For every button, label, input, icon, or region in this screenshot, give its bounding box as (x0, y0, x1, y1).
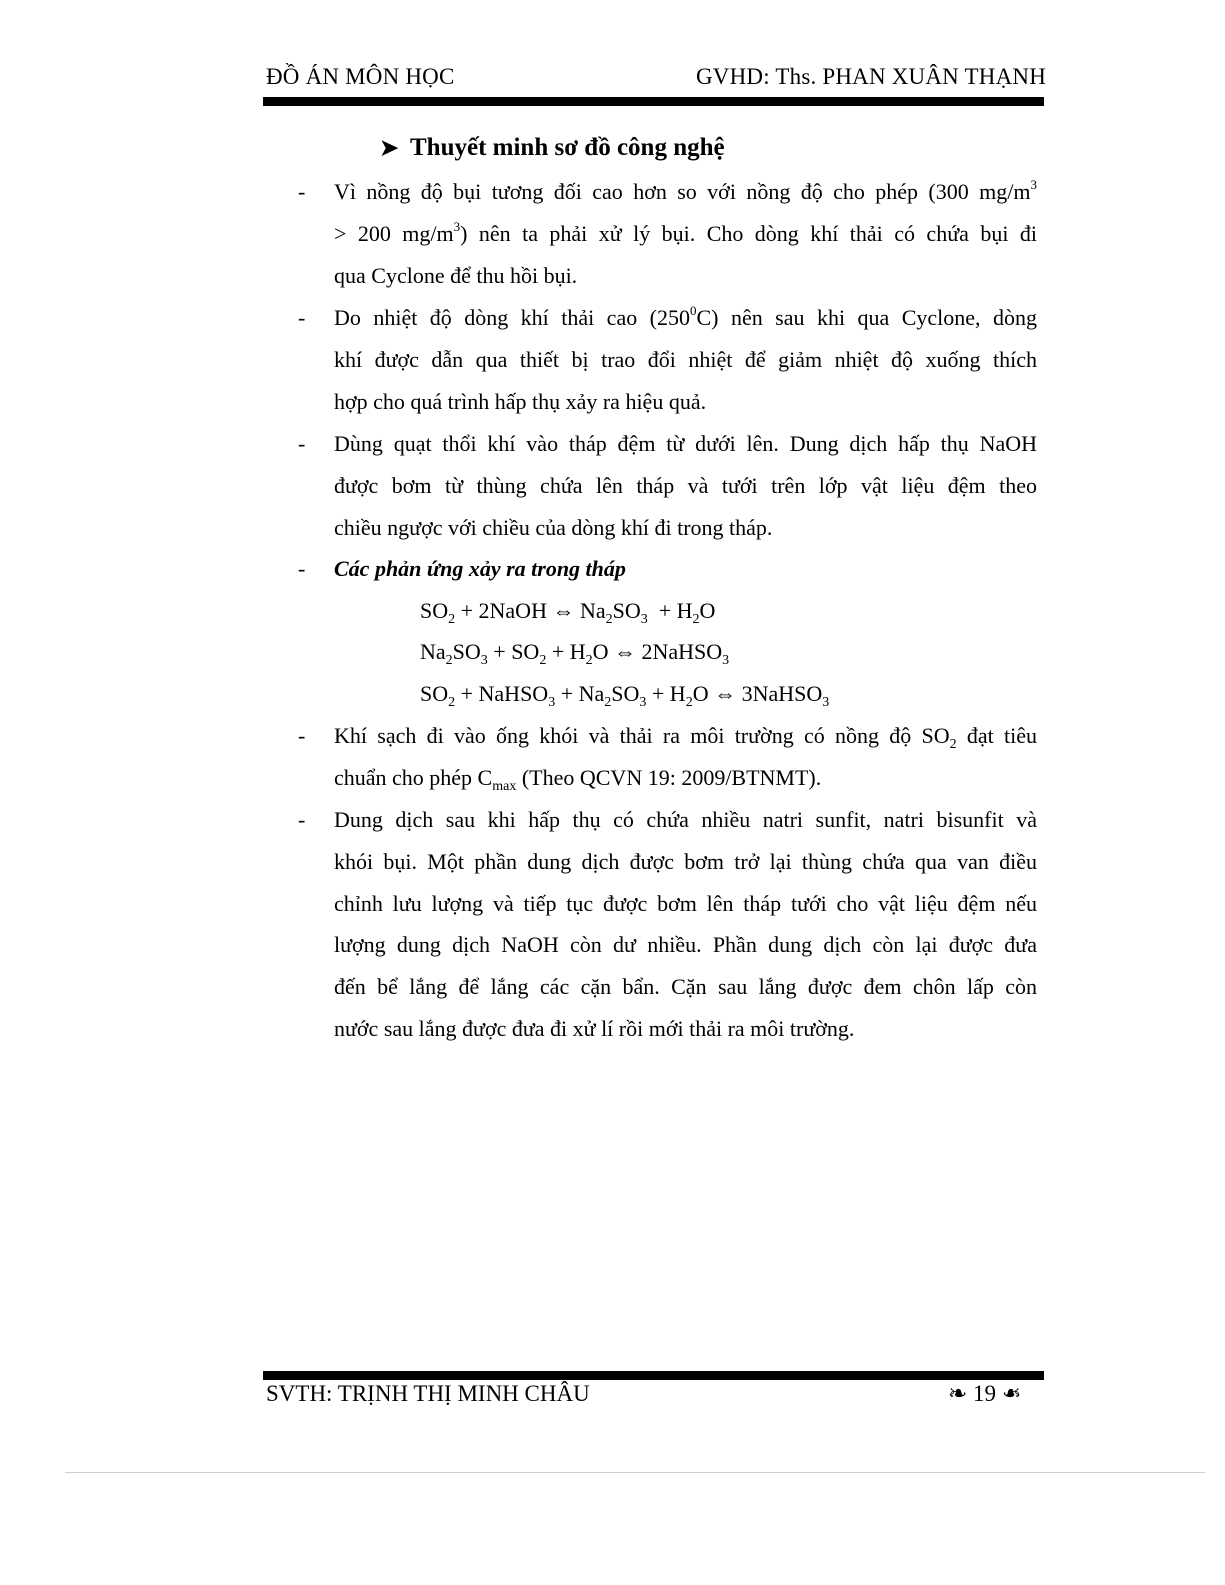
equilibrium-arrow-icon: ⇔ (614, 639, 636, 664)
text-line: lượng dung dịch NaOH còn dư nhiều. Phần dung dịch còn lại được đưa (334, 932, 1037, 958)
list-dash: - (298, 556, 306, 581)
text-line: Khí sạch đi vào ống khói và thải ra môi trường có nồng độ $SO_2$ đạt tiêu (334, 723, 1037, 752)
page-number-area (948, 1381, 1021, 1407)
paragraph-dust (334, 171, 1037, 296)
paragraph-temperature (334, 297, 1037, 422)
equation-3: $SO_2$ + NaHSO$_3$ + $Na_2SO_3 + H_2O$ ⇔ 3NaHSO$_3$ (420, 681, 830, 710)
reactions-title: Các phản ứng xảy ra trong tháp (334, 556, 626, 581)
equation-2: $Na_2SO_3 + SO_2 + H_2O$ ⇔ 2NaHSO$_3$ (420, 639, 730, 668)
equation-1: $SO_2$ + 2NaOH ⇔ $Na_2SO_3 + H_2O$ (420, 598, 716, 627)
footer-student: SVTH: TRỊNH THỊ MINH CHÂU (266, 1381, 590, 1406)
header-course-title: ĐỒ ÁN MÔN HỌC (266, 64, 455, 89)
arrow-bullet-icon: ➤ (380, 135, 399, 160)
equilibrium-arrow-icon: ⇔ (714, 681, 737, 706)
fleuron-right-icon: ❧ (1001, 1381, 1022, 1406)
text-line: nước sau lắng được đưa đi xử lí rồi mới thải ra môi trường. (334, 1015, 855, 1041)
section-heading (380, 134, 725, 162)
text-line: hợp cho quá trình hấp thụ xảy ra hiệu quả. (334, 388, 707, 414)
text-line: đến bể lắng để lắng các cặn bẩn. Cặn sau lắng được đem chôn lấp còn (334, 974, 1037, 1000)
footer-rule (263, 1371, 1044, 1380)
list-dash: - (298, 431, 306, 456)
text-line: Dùng quạt thổi khí vào tháp đệm từ dưới lên. Dung dịch hấp thụ NaOH (334, 431, 1037, 456)
list-dash: - (298, 807, 306, 832)
paragraph-clean-gas (334, 715, 1037, 799)
text-line: chuẩn cho phép $C_{max}$ (Theo QCVN 19: 2009/BTNMT). (334, 764, 822, 794)
equilibrium-arrow-icon: ⇔ (552, 598, 575, 623)
list-dash: - (298, 179, 306, 204)
header-advisor: GVHD: Ths. PHAN XUÂN THẠNH (696, 64, 1046, 89)
text-line: qua Cyclone để thu hồi bụi. (334, 262, 578, 288)
section-title: Thuyết minh sơ đồ công nghệ (410, 134, 725, 161)
list-dash: - (298, 305, 306, 330)
page-number: 19 (973, 1381, 997, 1406)
text-line: Dung dịch sau khi hấp thụ có chứa nhiều natri sunfit, natri bisunfit và (334, 807, 1037, 832)
text-line: khói bụi. Một phần dung dịch được bơm trở lại thùng chứa qua van điều (334, 848, 1037, 874)
text-line: Do nhiệt độ dòng khí thải cao $(250^0C)$ nên sau khi qua Cyclone, dòng (334, 303, 1037, 330)
text-line: chiều ngược với chiều của dòng khí đi trong tháp. (334, 514, 773, 540)
header-rule (263, 97, 1044, 106)
fleuron-left-icon: ❧ (948, 1381, 968, 1406)
text-line: chỉnh lưu lượng và tiếp tục được bơm lên tháp tưới cho vật liệu đệm nếu (334, 890, 1037, 916)
paragraph-absorption (334, 423, 1037, 548)
text-line: Vì nồng độ bụi tương đối cao hơn so với nồng độ cho phép (300 $mg/m^3$ (334, 177, 1037, 204)
text-line: khí được dẫn qua thiết bị trao đổi nhiệt để giảm nhiệt độ xuống thích (334, 346, 1037, 372)
text-line: > 200 $mg/m^3$) nên ta phải xử lý bụi. Cho dòng khí thải có chứa bụi đi (334, 218, 1037, 246)
paragraph-solution (334, 799, 1037, 1050)
page-bottom-border (65, 1472, 1205, 1473)
list-dash: - (298, 723, 306, 748)
text-line: được bơm từ thùng chứa lên tháp và tưới trên lớp vật liệu đệm theo (334, 472, 1037, 498)
